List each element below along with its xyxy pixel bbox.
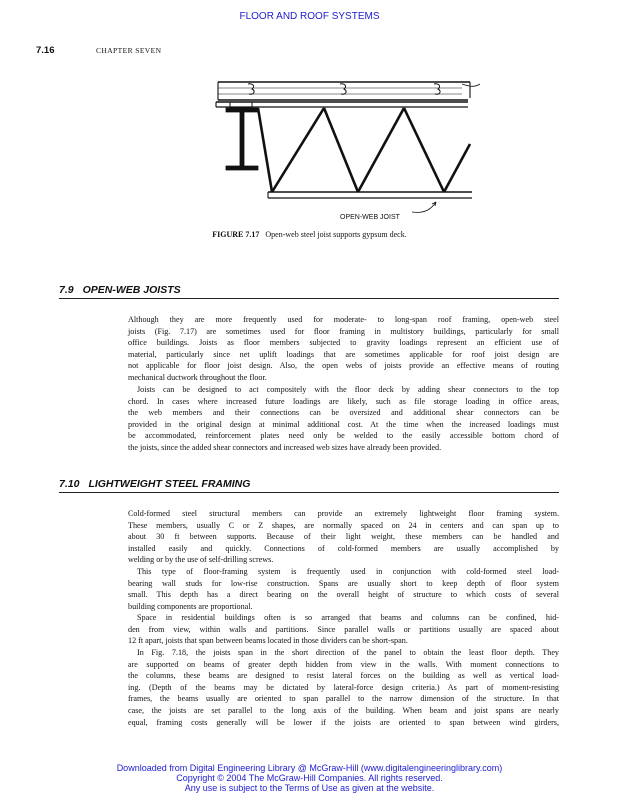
- text-line: ing. (Depth of the beams may be dictated by lateral-force design criteria.) As part of moment-resisting: [128, 682, 559, 692]
- section-rule: [59, 298, 559, 299]
- chapter-label: CHAPTER SEVEN: [96, 46, 162, 55]
- text-line: Joists can be designed to act compositely with the floor deck by adding shear connectors to the top: [137, 385, 559, 394]
- section-heading-7-9: [59, 284, 181, 296]
- text-line: installed easily and quickly. Connections of cold-formed members are usually accomplished by: [128, 543, 559, 553]
- text-line: not applicable for floor joist design. Also, the open webs of joists provide an effective means of routing: [128, 361, 559, 371]
- text-line: are supported on beams of greater depth hidden from view in the walls. With moment connections to: [128, 659, 559, 669]
- section-title: LIGHTWEIGHT STEEL FRAMING: [88, 478, 251, 490]
- section-7-10-paragraph-1: [128, 508, 559, 566]
- text-line: Although they are more frequently used for moderate- to long-span roof framing, open-web steel: [128, 315, 559, 324]
- open-web-joist-drawing: [212, 74, 482, 232]
- text-line: In Fig. 7.18, the joists span in the short direction of the panel to obtain the least floor depth. They: [137, 648, 559, 657]
- text-line: small. This depth has a direct bearing on the overall height of structure to which costs of several: [128, 590, 559, 600]
- section-7-10-paragraph-3: [128, 612, 559, 647]
- text-line: building components are proportional.: [128, 601, 253, 611]
- text-line: Space in residential buildings often is so arranged that beams and columns can be confined, hid-: [137, 613, 559, 622]
- figure-7-17: [212, 74, 482, 232]
- text-line: mechanical ductwork throughout the floor.: [128, 372, 267, 382]
- text-line: frames, the beams usually are oriented to span parallel to the narrow dimension of the structure. In that: [128, 694, 559, 704]
- text-line: case, the joists are set parallel to the long axis of the building. When beam and joist spans are nearly: [128, 705, 559, 715]
- section-7-9-paragraph-2: [128, 384, 559, 454]
- footer-copyright-line: Copyright © 2004 The McGraw-Hill Companies. All rights reserved.: [176, 773, 443, 783]
- text-line: the web members and their connections can be oversized and additional shear connectors can be: [128, 408, 559, 418]
- text-line: be accommodated, reinforcement plates need only be welded to the easily accessible bottom chord of: [128, 431, 559, 441]
- page-footer: [0, 763, 619, 793]
- section-title: OPEN-WEB JOISTS: [82, 284, 181, 296]
- text-line: provided in the original design at minimal additional cost. At the time when the increased loadings must: [128, 419, 559, 429]
- text-line: bearing wall studs for low-rise construction. Spans are usually short to keep depth of floor system: [128, 578, 559, 588]
- text-line: welding or by the use of self-drilling screws.: [128, 555, 274, 565]
- running-header: FLOOR AND ROOF SYSTEMS: [239, 11, 380, 22]
- section-rule: [59, 492, 559, 493]
- footer-terms-line: Any use is subject to the Terms of Use as given at the website.: [184, 783, 435, 793]
- figure-caption: [0, 230, 619, 239]
- page-number: 7.16: [36, 45, 55, 56]
- text-line: about 30 ft between supports. Because of their light weight, these members can be handled and: [128, 532, 559, 542]
- text-line: the joists, since the added shear connectors and increased web sizes have already been provided.: [128, 442, 442, 452]
- text-line: This type of floor-framing system is frequently used in conjunction with cold-formed steel load-: [137, 567, 559, 576]
- text-line: These members, usually C or Z shapes, are normally spaced on 24 in centers and can span up to: [128, 520, 559, 530]
- text-line: joists (Fig. 7.17) are sometimes used for floor framing in multistory buildings, particularly for small: [128, 326, 559, 336]
- text-line: chord. In cases where increased future loadings are likely, such as file storage loading in office areas,: [128, 396, 559, 406]
- section-heading-7-10: [59, 478, 250, 490]
- section-7-10-paragraph-2: [128, 566, 559, 612]
- text-line: 12 ft apart, joists that span between beams located in those dividers can be short-span.: [128, 636, 408, 646]
- text-line: Cold-formed steel structural members can provide an extremely lightweight floor framing system.: [128, 509, 559, 518]
- text-line: den from view, within walls and partitions. Since parallel walls or partitions usually are spaced about: [128, 624, 559, 634]
- caption-text: Open-web steel joist supports gypsum deck.: [265, 230, 407, 239]
- text-line: equal, framing costs generally will be lower if the joists are oriented to span between wind girders,: [128, 717, 559, 727]
- text-line: material, particularly since net uplift loadings that are sometimes applicable for roof joist design are: [128, 349, 559, 359]
- section-7-10-paragraph-4: [128, 647, 559, 728]
- text-line: the columns, these beams are designed to resist lateral forces on the building as well as vertical load-: [128, 671, 559, 681]
- section-7-9-paragraph-1: [128, 314, 559, 384]
- text-line: office buildings. Joists as floor members subjected to gravity loadings represent an efficient use of: [128, 338, 559, 348]
- section-number: 7.9: [59, 284, 74, 296]
- section-number: 7.10: [59, 478, 80, 490]
- caption-label: FIGURE 7.17: [212, 230, 260, 239]
- footer-download-line[interactable]: Downloaded from Digital Engineering Library @ McGraw-Hill (www.digitalengineeringlibrary.com): [116, 763, 503, 773]
- joist-callout-label: OPEN-WEB JOIST: [340, 214, 400, 221]
